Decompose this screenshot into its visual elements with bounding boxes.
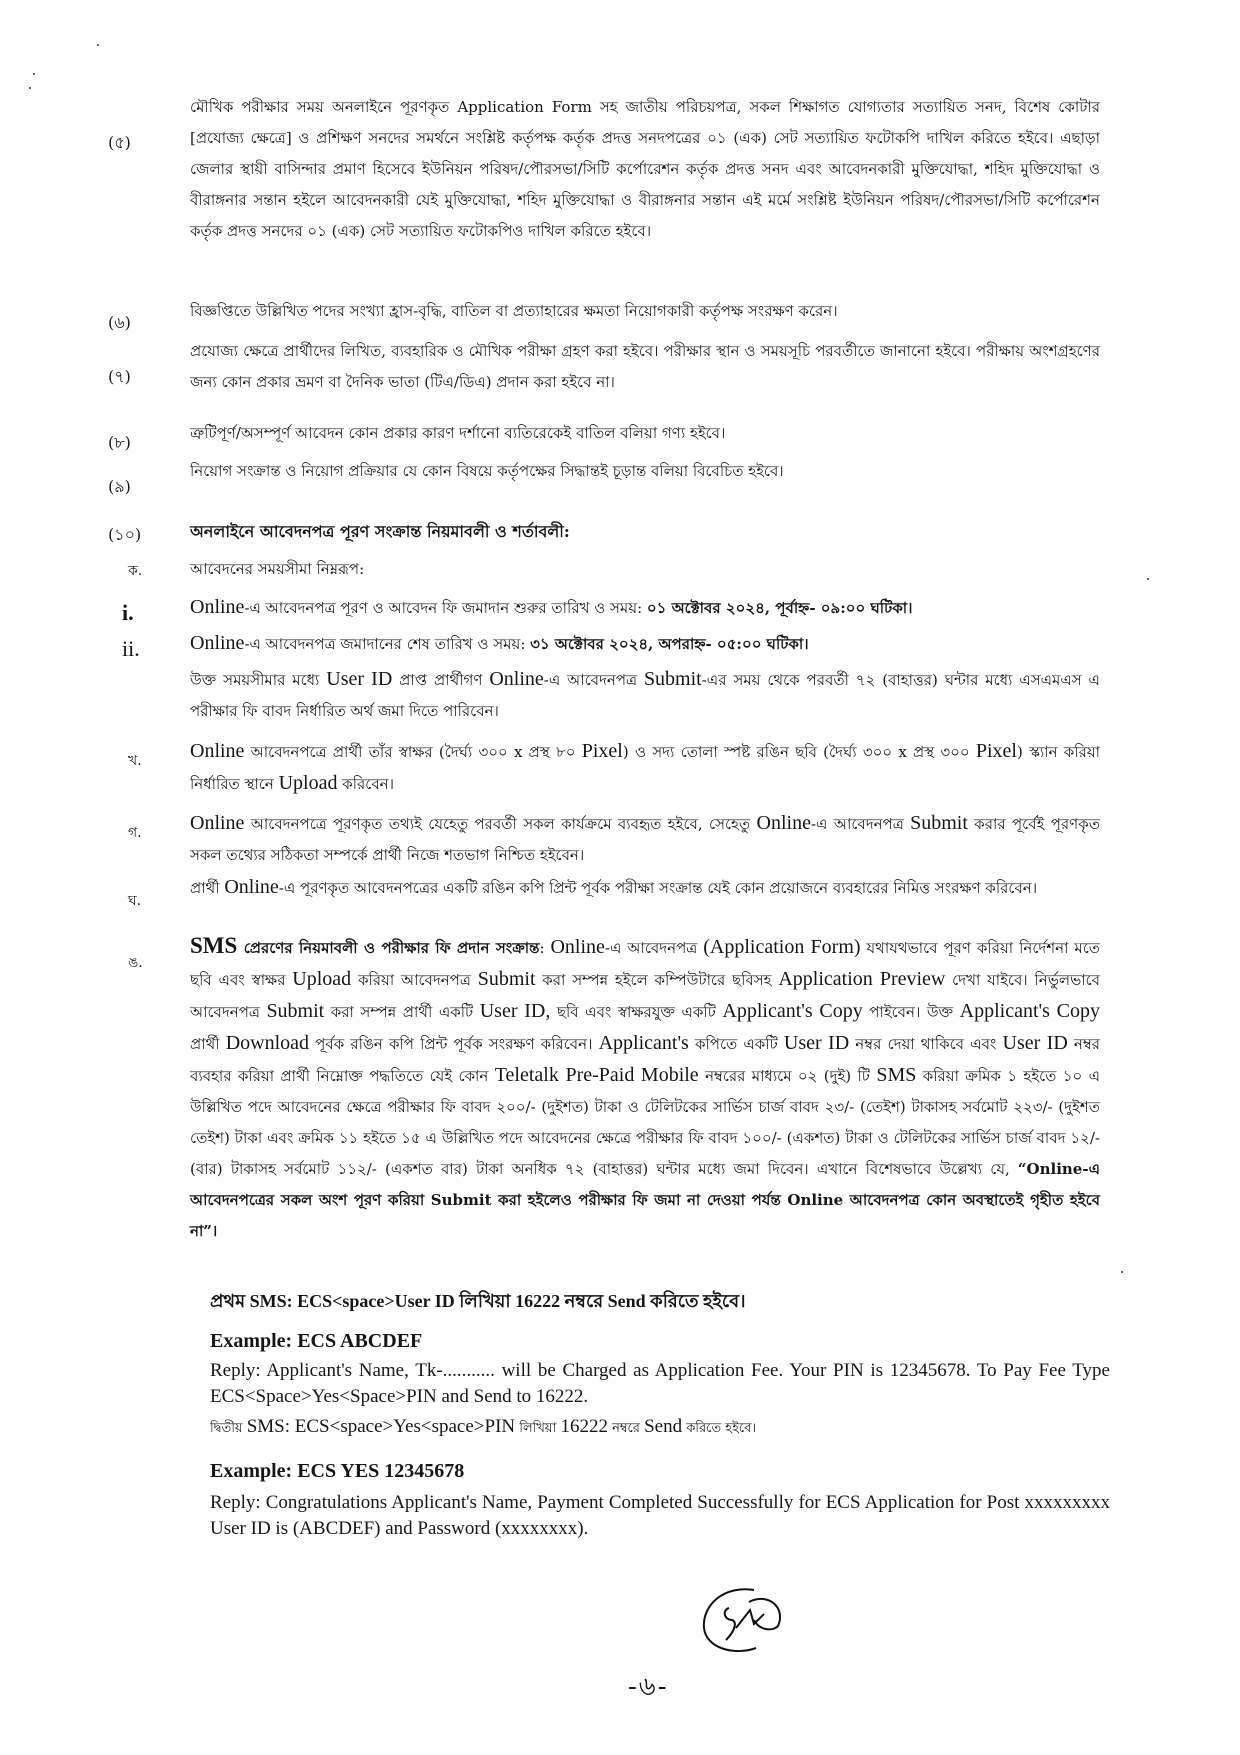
sms-instructions-text: SMS প্রেরণের নিয়মাবলী ও পরীক্ষার ফি প্রদান সংক্রান্ত: Online-এ আবেদনপত্র (Application Form) যথাযথভাবে পূরণ করিয়া নির্দেশনা মতে ছবি এবং স্বাক্ষর Upload করিয়া আবেদনপত্র Submit করা সম্পন্ন হইলে কম্পিউটারে ছবিসহ Application Preview দেখা যাইবে। নির্ভুলভাবে আবেদনপত্র Submit করা সম্পন্ন প্রার্থী একটি User ID, ছবি এবং স্বাক্ষরযুক্ত একটি Applicant's Copy পাইবেন। উক্ত Applicant's Copy প্রার্থী Download পূর্বক রঙিন কপি প্রিন্ট পূর্বক সংরক্ষণ করিবেন। Applicant's কপিতে একটি User ID নম্বর দেয়া থাকিবে এবং User ID নম্বর ব্যবহার করিয়া প্রার্থী নিম্নোক্ত পদ্ধতিতে যেই কোন Teletalk Pre-Paid Mobile নম্বরের মাধ্যমে ০২ (দুই) টি SMS করিয়া ক্রমিক ১ হইতে ১০ এ উল্লিখিত পদে আবেদনের ক্ষেত্রে পরীক্ষার ফি বাবদ ২০০/- (দুইশত) টাকা ও টেলিটকের সার্ভিস চার্জ বাবদ ২৩/- (তেইশ) টাকাসহ সর্বমোট ২২৩/- (দুইশত তেইশ) টাকা এবং ক্রমিক ১১ হইতে ১৫ এ উল্লিখিত পদে আবেদনের ক্ষেত্রে পরীক্ষার ফি বাবদ ১০০/- (একশত) টাকা ও টেলিটকের সার্ভিস চার্জ বাবদ ১২/- (বার) টাকাসহ সর্বমোট ১১২/- (একশত বার) টাকা অনধিক ৭২ (বাহাত্তর) ঘন্টার মধ্যে জমা দিবেন। এখানে বিশেষভাবে উল্লেখ্য যে, “Online-এ আবেদনপত্রের সকল অংশ পূরণ করিয়া Submit করা হইলেও পরীক্ষার ফি জমা না দেওয়া পর্যন্ত Online আবেদনপত্র কোন অবস্থাতেই গৃহীত হইবে না”। <box>190 933 1101 1240</box>
subclause-label: i. <box>122 600 134 625</box>
clause-number: (৬) <box>108 313 131 332</box>
note-text: উক্ত সময়সীমার মধ্যে User ID প্রাপ্ত প্রার্থীগণ Online-এ আবেদনপত্র Submit-এর সময় থেকে পরবর্তী ৭২ (বাহাত্তর) ঘন্টার মধ্যে এসএমএস এ পরীক্ষার ফি বাবদ নির্ধারিত অর্থ জমা দিতে পারিবেন। <box>190 668 1100 720</box>
scan-speck <box>29 87 31 89</box>
clause-text: মৌখিক পরীক্ষার সময় অনলাইনে পূরণকৃত Application Form সহ জাতীয় পরিচয়পত্র, সকল শিক্ষাগত যোগ্যতার সত্যায়িত সনদ, বিশেষ কোটার [প্রযোজ্য ক্ষেত্রে] ও প্রশিক্ষণ সনদের সমর্থনে সংশ্লিষ্ট কর্তৃপক্ষ কর্তৃক প্রদত্ত সনদপত্রের ০১ (এক) সেট সত্যায়িত ফটোকপি দাখিল করিতে হইবে। এছাড়া জেলার স্থায়ী বাসিন্দার প্রমাণ হিসেবে ইউনিয়ন পরিষদ/পৌরসভা/সিটি কর্পোরেশন কর্তৃক প্রদত্ত সনদ এবং আবেদনকারী মুক্তিযোদ্ধা, শহিদ মুক্তিযোদ্ধা ও বীরাঙ্গনার সন্তান হইলে আবেদনকারী যেই মুক্তিযোদ্ধা, শহিদ মুক্তিযোদ্ধা ও বীরাঙ্গনার সন্তান এই মর্মে সংশ্লিষ্ট ইউনিয়ন পরিষদ/পৌরসভা/সিটি কর্পোরেশন কর্তৃক প্রদত্ত সনদের ০১ (এক) সেট সত্যায়িত ফটোকপিও দাখিল করিতে হইবে। <box>190 98 1100 240</box>
reply-1: Reply: Applicant's Name, Tk-........... will be Charged as Application Fee. Your PIN is 12345678. To Pay Fee Type ECS<Space>Yes<Space>PIN and Send to 16222. <box>210 1360 1110 1407</box>
subclause-text: Online-এ আবেদনপত্র জমাদানের শেষ তারিখ ও সময়: ৩১ অক্টোবর ২০২৪, অপরাহ্ন- ০৫:০০ ঘটিকা। <box>190 632 809 654</box>
clause-text: ত্রুটিপূর্ণ/অসম্পূর্ণ আবেদন কোন প্রকার কারণ দর্শানো ব্যতিরেকেই বাতিল বলিয়া গণ্য হইবে। <box>190 424 726 442</box>
start-date: ০১ অক্টোবর ২০২৪, পূর্বাহ্ন- ০৯:০০ ঘটিকা। <box>646 599 913 617</box>
end-date: ৩১ অক্টোবর ২০২৪, অপরাহ্ন- ০৫:০০ ঘটিকা। <box>530 635 809 653</box>
example-2: Example: ECS YES 12345678 <box>210 1460 465 1482</box>
clause-number: (১০) <box>108 525 142 544</box>
first-sms-instruction: প্রথম SMS: ECS<space>User ID লিখিয়া 16222 নম্বরে Send করিতে হইবে। <box>210 1291 746 1311</box>
clause-number: (৭) <box>108 367 131 386</box>
subclause-label: গ. <box>128 825 142 841</box>
sms-heading-en: SMS <box>190 933 238 958</box>
second-sms-instruction: দ্বিতীয় SMS: ECS<space>Yes<space>PIN লিখিয়া 16222 নম্বরে Send করিতে হইবে। <box>210 1416 756 1437</box>
subclause-text: প্রার্থী Online-এ পূরণকৃত আবেদনপত্রের একটি রঙিন কপি প্রিন্ট পূর্বক পরীক্ষা সংক্রান্ত যেই কোন প্রয়োজনে ব্যবহারের নিমিত্ত সংরক্ষণ করিবেন। <box>190 876 1038 898</box>
clause-text: নিয়োগ সংক্রান্ত ও নিয়োগ প্রক্রিয়ার যে কোন বিষয়ে কর্তৃপক্ষের সিদ্ধান্তই চূড়ান্ত বলিয়া বিবেচিত হইবে। <box>190 462 784 480</box>
scan-speck <box>1121 1271 1123 1273</box>
subclause-text: Online আবেদনপত্রে পূরণকৃত তথ্যই যেহেতু পরবর্তী সকল কার্যক্রমে ব্যবহৃত হইবে, সেহেতু Online-এ আবেদনপত্র Submit করার পূর্বেই পূরণকৃত সকল তথ্যের সঠিকতা সম্পর্কে প্রার্থী নিজে শতভাগ নিশ্চিত হইবেন। <box>190 812 1100 864</box>
subclause-text: Online-এ আবেদনপত্র পূরণ ও আবেদন ফি জমাদান শুরুর তারিখ ও সময়: ০১ অক্টোবর ২০২৪, পূর্বাহ্ন- ০৯:০০ ঘটিকা। <box>190 596 913 618</box>
scan-speck <box>97 44 99 46</box>
subclause-label: ii. <box>122 636 140 661</box>
clause-text: বিজ্ঞপ্তিতে উল্লিখিত পদের সংখ্যা হ্রাস-বৃদ্ধি, বাতিল বা প্রত্যাহারের ক্ষমতা নিয়োগকারী কর্তৃপক্ষ সংরক্ষণ করেন। <box>190 302 838 320</box>
section-heading: অনলাইনে আবেদনপত্র পূরণ সংক্রান্ত নিয়মাবলী ও শর্তাবলী: <box>190 522 570 541</box>
clause-number: (৮) <box>108 433 131 452</box>
example-1: Example: ECS ABCDEF <box>210 1330 423 1352</box>
subclause-label: খ. <box>128 753 142 769</box>
subclause-label: ঘ. <box>128 893 142 909</box>
clause-text: প্রযোজ্য ক্ষেত্রে প্রার্থীদের লিখিত, ব্যবহারিক ও মৌখিক পরীক্ষা গ্রহণ করা হইবে। পরীক্ষার স্থান ও সময়সূচি পরবর্তীতে জানানো হইবে। পরীক্ষায় অংশগ্রহণের জন্য কোন প্রকার ভ্রমণ বা দৈনিক ভাতা (টিএ/ডিএ) প্রদান করা হইবে না। <box>190 342 1100 391</box>
page-number: -৬- <box>628 1672 669 1702</box>
subclause-text: আবেদনের সময়সীমা নিম্নরূপ: <box>190 560 365 578</box>
clause-number: (৯) <box>108 477 131 496</box>
important-notice: “Online-এ আবেদনপত্রের সকল অংশ পূরণ করিয়া Submit করা হইলেও পরীক্ষার ফি জমা না দেওয়া পর্যন্ত Online আবেদনপত্র কোন অবস্থাতেই গৃহীত হইবে না”। <box>190 1160 1100 1240</box>
scan-speck <box>1147 578 1149 580</box>
clause-number: (৫) <box>108 133 131 152</box>
subclause-label: ক. <box>128 563 143 579</box>
subclause-label: ঙ. <box>128 955 143 971</box>
scan-speck <box>33 73 35 75</box>
subclause-text: Online আবেদনপত্রে প্রার্থী তাঁর স্বাক্ষর (দৈর্ঘ্য ৩০০ x প্রস্থ ৮০ Pixel) ও সদ্য তোলা স্পষ্ট রঙিন ছবি (দৈর্ঘ্য ৩০০ x প্রস্থ ৩০০ Pixel) স্ক্যান করিয়া নির্ধারিত স্থানে Upload করিবেন। <box>190 740 1101 794</box>
sms-heading-bn: প্রেরণের নিয়মাবলী ও পরীক্ষার ফি প্রদান সংক্রান্ত <box>237 939 540 957</box>
signature-stamp <box>694 1580 794 1660</box>
reply-2: Reply: Congratulations Applicant's Name, Payment Completed Successfully for ECS Application for Post xxxxxxxxx User ID is (ABCDEF) and Password (xxxxxxxx). <box>210 1492 1110 1539</box>
